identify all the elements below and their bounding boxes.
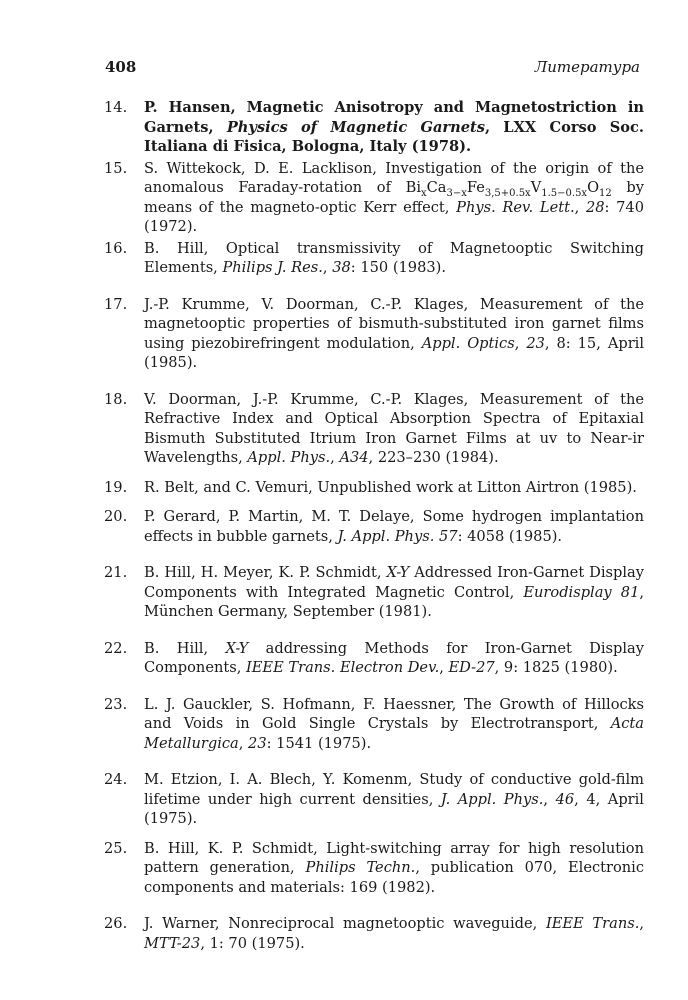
reference-text-run: J.-P. Krumme, V. Doorman, C.-P. Klages, Measurement of the magnetooptic properties of bismuth-substituted iron garnet films using piezobirefringent modulation, xyxy=(144,295,644,352)
reference-text-run: 28 xyxy=(585,198,605,216)
reference-text-run: Phys. Rev. Lett. xyxy=(456,198,575,216)
reference-text-run: , publication 070, Electronic components and materials: 169 (1982). xyxy=(144,859,645,896)
reference-item xyxy=(104,563,644,622)
reference-item xyxy=(104,390,644,468)
reference-text-run: , 8: 15, April (1985). xyxy=(144,334,645,371)
reference-text-run: Philips J. Res. xyxy=(222,259,323,276)
reference-text-run: Appl. Phys. xyxy=(247,449,331,466)
reference-item xyxy=(104,695,644,754)
reference-number: 17. xyxy=(104,295,128,313)
reference-list xyxy=(104,98,644,955)
reference-text-run: Addressed Iron-Garnet Display Components with Integrated Magnetic Control, xyxy=(144,564,644,601)
running-head: Литература xyxy=(534,58,640,76)
reference-text-run: 46 xyxy=(555,790,575,808)
reference-text-run: B. Hill, xyxy=(144,639,226,657)
reference-text-run: , xyxy=(439,659,449,676)
reference-number: 26. xyxy=(104,915,128,932)
reference-text-run: 12 xyxy=(599,187,612,199)
reference-item xyxy=(104,639,644,678)
reference-text-run: Acta Metallurgica xyxy=(144,715,644,752)
reference-text xyxy=(144,840,644,896)
page-header xyxy=(105,58,640,80)
reference-text xyxy=(144,99,644,155)
reference-text-run: : 4058 (1985). xyxy=(457,527,563,545)
reference-text xyxy=(144,160,644,236)
reference-text-run: : 150 (1983). xyxy=(350,259,446,276)
reference-item xyxy=(104,770,644,829)
reference-text-run: M. Etzion, I. A. Blech, Y. Komenm, Study of conductive gold-film lifetime under high current densities, xyxy=(144,771,644,808)
reference-number: 23. xyxy=(104,695,128,713)
reference-text-run: , xyxy=(574,198,586,216)
reference-text-run: 23 xyxy=(248,734,267,752)
reference-text-run: 23 xyxy=(526,334,545,352)
reference-text-run: Physics of Magnetic Garnets xyxy=(226,118,485,136)
reference-text-run: L. J. Gauckler, S. Hofmann, F. Haessner, The Growth of Hillocks and Voids in Gold Single Crystals by Electrotransport, xyxy=(144,695,644,732)
reference-number: 19. xyxy=(104,478,128,496)
reference-text xyxy=(144,479,637,496)
reference-text-run: , xyxy=(238,734,249,752)
reference-text-run: X-Y xyxy=(225,639,249,657)
reference-text-run: , xyxy=(639,915,644,932)
reference-number: 22. xyxy=(104,639,128,657)
reference-text-run: x xyxy=(421,187,427,199)
reference-text-run: B. Hill, K. P. Schmidt, Light-switching array for high resolution pattern generation, xyxy=(144,839,644,876)
reference-item xyxy=(104,507,644,546)
reference-text-run: MTT-23 xyxy=(144,934,201,952)
reference-text-run: , xyxy=(543,790,556,808)
reference-text-run: J. Appl. Phys. xyxy=(337,527,435,545)
reference-item xyxy=(104,295,644,373)
reference-text-run: B. Hill, Optical transmissivity of Magnetooptic Switching Elements, xyxy=(144,239,644,276)
reference-text-run: S. Wittekock, D. E. Lacklison, Investigation of the origin of the anomalous Faraday-rotation of Bi xyxy=(144,159,644,196)
reference-item xyxy=(104,98,644,157)
reference-text-run: 57 xyxy=(438,527,458,545)
reference-text-run: Ca xyxy=(426,179,447,196)
reference-item xyxy=(104,239,644,278)
reference-text-run: 3,5+0.5x xyxy=(484,187,531,199)
reference-text-run: , xyxy=(330,449,340,466)
reference-text xyxy=(144,915,644,952)
reference-text-run: P. Hansen, Magnetic Anisotropy and Magnetostriction in Garnets, xyxy=(144,99,644,136)
reference-text-run: R. Belt, and C. Vemuri, Unpublished work at Litton Airtron (1985). xyxy=(144,478,637,496)
reference-text-run: IEEE Trans. Electron Dev. xyxy=(246,659,440,676)
reference-text-run: ED-27 xyxy=(448,659,495,676)
reference-text-run: B. Hill, H. Meyer, K. P. Schmidt, xyxy=(144,564,387,581)
reference-text-run: , xyxy=(514,334,527,352)
reference-text-run: Fe xyxy=(466,179,485,196)
reference-number: 25. xyxy=(104,839,128,857)
reference-number: 24. xyxy=(104,771,128,788)
reference-text xyxy=(144,240,644,277)
reference-text-run: , 1: 70 (1975). xyxy=(200,934,305,952)
reference-text-run: X-Y xyxy=(386,564,410,581)
reference-text-run: Eurodisplay 81 xyxy=(523,583,640,601)
reference-text-run: , 9: 1825 (1980). xyxy=(494,659,618,676)
reference-text-run: 1.5−0.5x xyxy=(541,187,588,199)
reference-text xyxy=(144,640,644,677)
reference-text xyxy=(144,391,644,467)
reference-text-run: : 1541 (1975). xyxy=(266,734,372,752)
reference-text-run: , 4, April (1975). xyxy=(144,790,644,827)
reference-text-run: V xyxy=(530,179,542,196)
reference-text xyxy=(144,296,644,372)
reference-text-run: by means of the magneto-optic Kerr effect, xyxy=(144,179,644,216)
reference-text-run: , München Germany, September (1981). xyxy=(144,583,644,620)
reference-number: 16. xyxy=(104,239,128,257)
reference-number: 20. xyxy=(104,508,128,525)
reference-text-run: J. Appl. Phys. xyxy=(440,790,544,808)
reference-text-run: Appl. Optics xyxy=(421,334,515,352)
reference-text-run: Philips Techn. xyxy=(305,859,416,876)
reference-text xyxy=(144,508,644,545)
reference-number: 15. xyxy=(104,159,128,177)
reference-text-run: , xyxy=(322,259,333,276)
page-number: 408 xyxy=(105,58,137,76)
reference-text xyxy=(144,771,644,827)
reference-text-run: 38 xyxy=(332,259,351,276)
reference-number: 21. xyxy=(104,564,128,581)
reference-number: 14. xyxy=(104,99,128,116)
reference-text-run: 3−x xyxy=(446,187,467,199)
reference-text-run: addressing Methods for Iron-Garnet Display Components, xyxy=(144,639,644,676)
reference-item xyxy=(104,478,644,498)
reference-text-run: O xyxy=(587,179,600,196)
reference-text-run: IEEE Trans. xyxy=(545,915,640,932)
reference-text-run: , LXX Corso Soc. Italiana di Fisica, Bologna, Italy (1978). xyxy=(144,118,645,155)
reference-text xyxy=(144,564,644,620)
reference-text-run: J. Warner, Nonreciprocal magnetooptic waveguide, xyxy=(144,915,546,932)
reference-text-run: , 223–230 (1984). xyxy=(368,449,499,466)
reference-item xyxy=(104,839,644,898)
reference-text-run: P. Gerard, P. Martin, M. T. Delaye, Some hydrogen implantation effects in bubble garnets, xyxy=(144,508,644,545)
reference-number: 18. xyxy=(104,390,128,408)
reference-item xyxy=(104,159,644,237)
reference-text-run: V. Doorman, J.-P. Krumme, C.-P. Klages, Measurement of the Refractive Index and Optical Absorption Spectra of Epitaxial Bismuth Substituted Itrium Iron Garnet Films at uv to Near-ir Wavelengths, xyxy=(144,390,644,466)
reference-text-run: A34 xyxy=(339,449,369,466)
reference-text xyxy=(144,696,644,752)
reference-item xyxy=(104,914,644,953)
reference-text-run: : 740 (1972). xyxy=(144,198,644,235)
